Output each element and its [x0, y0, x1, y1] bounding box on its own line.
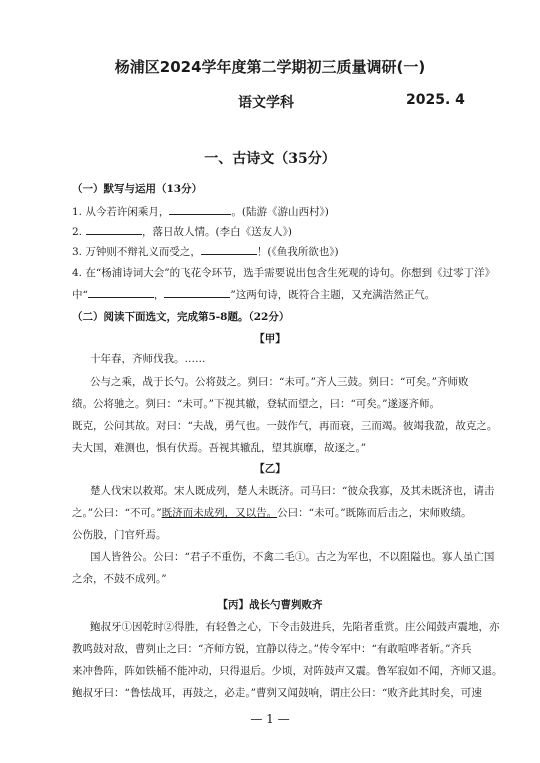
- passage-yi-label: 【乙】: [254, 463, 286, 475]
- subject-label: 语文学科: [238, 95, 294, 111]
- question-2: [72, 224, 292, 239]
- passage-bing-p1-l3: 来冲鲁阵，阵如铁桶不能冲动，只得退后。少顷，对阵鼓声又震。鲁军寂如不闻，齐师又退。: [72, 665, 503, 677]
- exam-date: 2025. 4: [406, 92, 465, 108]
- answer-blank[interactable]: [169, 204, 231, 215]
- question-3: [72, 244, 339, 259]
- passage-yi-p1-l1: 楚人伐宋以救郑。宋人既成列，楚人未既济。司马曰：“彼众我寡，及其未既济也，请击: [90, 485, 495, 497]
- passage-bing-p1-l4: 鲍叔牙曰：“鲁怯战耳，再鼓之，必走。”曹刿又闻鼓响，谓庄公曰：“败齐此其时矣，可速: [72, 687, 482, 699]
- part1-title: （一）默写与运用（13分）: [72, 183, 203, 195]
- question-4-line2: [72, 287, 435, 302]
- passage-bing-p1-l2: 教鸣鼓对敌，曹刿止之曰：“齐师方锐，宜静以待之。”传令军中：“有敢喧哗者斩。”齐兵: [72, 643, 472, 655]
- passage-yi-p2-l1: 国人皆咎公。公曰：“君子不重伤，不禽二毛①。古之为军也，不以阻隘也。寡人虽亡国: [90, 551, 495, 563]
- passage-jia-label: 【甲】: [254, 333, 286, 345]
- question-1: [72, 204, 329, 219]
- page-number: — 1 —: [250, 712, 290, 726]
- passage-yi-p2-l2: 之余，不鼓不成列。”: [72, 573, 167, 585]
- passage-yi-p1-l3: 公伤股，门官歼焉。: [72, 529, 167, 541]
- answer-blank[interactable]: [201, 244, 257, 255]
- passage-jia-p3-l1: 既克，公问其故。对曰：“夫战，勇气也。一鼓作气，再而衰，三而竭。彼竭我盈，故克之。: [72, 420, 498, 432]
- answer-blank[interactable]: [86, 224, 142, 235]
- question-2-number: 2.: [72, 226, 83, 238]
- passage-yi-p1-l2: [72, 506, 472, 520]
- underlined-sentence: 既济而未成列，又以告。: [161, 507, 278, 519]
- question-4-line1: 4. 在“杨浦诗词大会”的飞花令环节，选手需要说出包含生死观的诗句。你想到《过零丁洋》: [72, 267, 496, 279]
- exam-title: 杨浦区2024学年度第二学期初三质量调研(一): [114, 58, 426, 76]
- passage-jia-p2-l1: 公与之乘，战于长勺。公将鼓之。刿曰：“未可。”齐人三鼓。刿曰：“可矣。”齐师败: [90, 376, 469, 388]
- question-3-text: 3. 万钟则不辩礼义而受之，: [72, 246, 201, 258]
- question-4-open: 中“: [72, 289, 88, 301]
- passage-bing-p1-l1: 鲍叔牙①因乾时②得胜，有轻鲁之心，下令击鼓进兵，先陷者重赏。庄公闻鼓声震地，亦: [90, 621, 500, 633]
- question-3-source: ！(《鱼我所欲也》): [256, 246, 339, 258]
- question-4-close: ”这两句诗，既符合主题，又充满浩然正气。: [230, 289, 436, 301]
- passage-jia-p1: 十年春，齐师伐我。……: [90, 353, 206, 365]
- part2-title: （二）阅读下面选文，完成第5-8题。（22分）: [72, 311, 290, 323]
- question-4-comma: ，: [153, 289, 165, 301]
- passage-bing-label: 【丙】战长勺曹刿败齐: [217, 599, 323, 611]
- question-1-text: 1. 从今若许闲乘月，: [72, 206, 170, 218]
- passage-jia-p3-l2: 夫大国，难测也，惧有伏焉。吾视其辙乱，望其旗靡，故逐之。”: [72, 442, 367, 454]
- passage-yi-text: 公曰：“未可。”既陈而后击之，宋师败绩。: [277, 507, 472, 519]
- answer-blank[interactable]: [164, 287, 230, 298]
- passage-jia-p2-l2: 绩。公将驰之。刿曰：“未可。”下视其辙，登轼而望之，曰：“可矣。”遂逐齐师。: [72, 398, 440, 410]
- question-1-source: 。(陆游《游山西村》): [231, 206, 329, 218]
- section-title: 一、古诗文（35分）: [204, 151, 336, 167]
- answer-blank[interactable]: [88, 287, 154, 298]
- passage-yi-text: 之。”公曰：“不可。”: [72, 507, 162, 519]
- question-2-text: ，落日故人情。(李白《送友人》): [142, 226, 292, 238]
